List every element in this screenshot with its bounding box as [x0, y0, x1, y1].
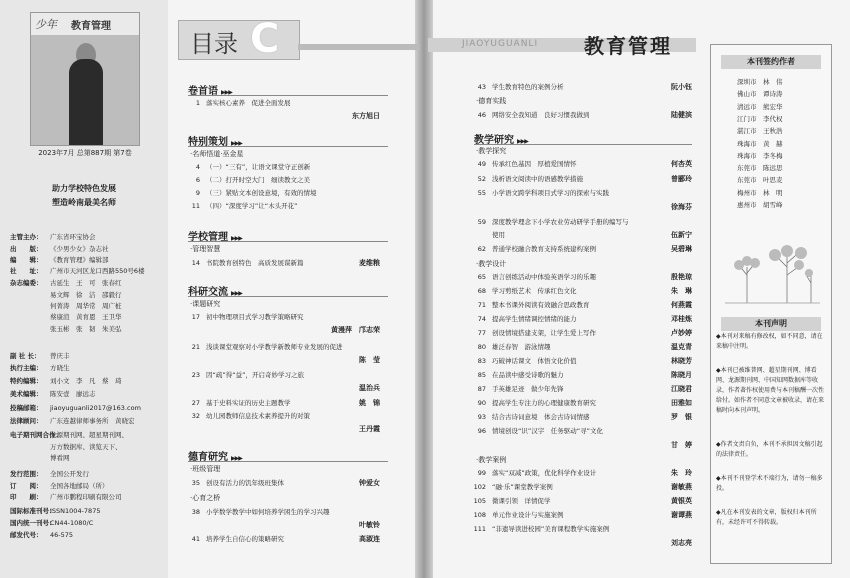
info-value: 龙源期刊网、超星期刊网、: [50, 431, 128, 439]
toc-item: [178, 370, 304, 379]
toc-page-number: 9: [195, 189, 200, 197]
section-label: 学校管理: [188, 232, 228, 243]
toc-author: 伍新宁: [671, 231, 692, 239]
toc-subsection: ·管理智慧: [190, 245, 221, 253]
header-pinyin: JIAOYUGUANLI: [462, 39, 539, 49]
toc-page-number: 108: [473, 511, 486, 519]
toc-item: [178, 342, 343, 351]
toc-item: [464, 188, 609, 197]
toc-item: [464, 110, 590, 119]
toc-item: [464, 426, 603, 435]
info-row: [10, 363, 70, 372]
toc-item-title: 雄泛春智 游泳情趣: [492, 343, 551, 351]
info-label: 法律顾问：: [10, 417, 43, 425]
toc-page-number: 32: [191, 412, 200, 420]
toc-page-number: 43: [477, 83, 486, 91]
toc-item: [464, 244, 596, 253]
toc-item: [464, 217, 629, 226]
toc-subsection: ·德育实践: [476, 97, 507, 105]
toc-title: 目录: [190, 30, 238, 58]
toc-author: 江晓君: [671, 385, 692, 393]
toc-page-number: 52: [477, 175, 486, 183]
toc-item-title: 创设情境搭建支架，让学生爱上写作: [492, 329, 596, 337]
author-row: 东莞市 叶思麦: [737, 176, 783, 185]
toc-item: [178, 175, 310, 184]
info-label: 电子期刊网合作：: [10, 431, 62, 439]
section-rule: [188, 95, 388, 96]
section-label: 教学研究: [474, 135, 514, 146]
info-value: 全国公开发行: [50, 470, 89, 478]
info-value: 易文辉 徐 洁 邵毅行: [50, 291, 122, 299]
tree-illustration: [725, 245, 820, 305]
toc-page-number: 38: [191, 508, 200, 516]
author-row: 佛山市 谭诗涛: [737, 90, 783, 99]
toc-author: 麦维粮: [359, 259, 380, 267]
toc-page-number: 90: [477, 399, 486, 407]
info-value: 《教育管理》编辑部: [50, 256, 109, 264]
info-label: 投稿邮箱：: [10, 404, 43, 412]
toc-item-title: 书院教育创特色 高质发展谋新篇: [206, 259, 304, 267]
toc-item-title: 普通学校融合教育支持系统建构案例: [492, 245, 596, 253]
toc-item: [464, 370, 564, 379]
section-arrow-icon: ▶▶▶: [517, 138, 528, 145]
info-row: [10, 518, 93, 527]
author-row: 珠海市 黄 赫: [737, 139, 783, 148]
info-label: 副 社 长：: [10, 352, 41, 360]
toc-author: 田雅如: [671, 399, 692, 407]
toc-subsection: ·班级管理: [190, 465, 221, 473]
section-rule: [188, 296, 388, 297]
toc-item-title: 落实核心素养 促进全面发展: [206, 99, 291, 107]
info-label: 邮发代号：: [10, 531, 43, 539]
info-value: 博看网: [50, 454, 70, 462]
toc-item-title: （四）“深度学习”让“木头开花”: [206, 202, 298, 210]
info-row: [10, 278, 122, 287]
toc-page-number: 6: [195, 176, 200, 184]
toc-page-number: 87: [477, 385, 486, 393]
toc-item-title: 使用: [492, 231, 505, 239]
toc-page-number: 23: [191, 371, 200, 379]
toc-item-title: 微课引领 详情促学: [492, 497, 551, 505]
info-row: [10, 469, 89, 478]
cover-thumbnail: [30, 12, 140, 146]
toc-author: 叶敏铃: [359, 521, 380, 529]
section-arrow-icon: ▶▶▶: [231, 455, 242, 462]
toc-author: 姚 锦: [359, 399, 380, 407]
toc-item-title: 浅析语文阅读中的语感教学措施: [492, 175, 583, 183]
toc-author: 谢敏燕: [671, 483, 692, 491]
toc-subsection: ·教学案例: [476, 456, 507, 464]
toc-item: [178, 398, 291, 407]
toc-item-title: 单元作业设计与实施案例: [492, 511, 564, 519]
toc-item-title: 传承红色基因 厚植爱国情怀: [492, 160, 577, 168]
toc-letter: C: [250, 16, 280, 62]
toc-page-number: 77: [477, 329, 486, 337]
toc-item-title: 情境创设“识”汉字 任务驱动“寻”文化: [492, 427, 603, 435]
info-value: 万方数据库、读览天下、: [50, 443, 122, 451]
slogan-line-2: 塑造岭南最美名师: [52, 198, 116, 207]
info-row: [10, 453, 70, 462]
toc-item-title: （三）紧贴文本创设意境，有效的情境: [206, 189, 317, 197]
toc-item-title: 创设有活力的饥年级班集体: [206, 479, 284, 487]
info-row: [10, 481, 109, 490]
toc-author: 高淑连: [359, 535, 380, 543]
toc-item-title: 落实“双减”政策，优化科学作业设计: [492, 469, 597, 477]
toc-page-number: 68: [477, 287, 486, 295]
info-row: [10, 266, 145, 275]
info-value: 《少男少女》杂志社: [50, 245, 109, 253]
toc-item: [464, 328, 596, 337]
toc-page-number: 41: [191, 535, 200, 543]
toc-item: [178, 312, 304, 321]
toc-subsection: ·名师悟道·巫金星: [190, 150, 244, 158]
info-row: [10, 376, 122, 385]
toc-item-title: 培养学生自信心的策略研究: [206, 535, 284, 543]
info-label: 执行主编：: [10, 364, 43, 372]
info-row: [10, 290, 122, 299]
info-value: jiaoyuguanli2017@163.com: [50, 404, 141, 412]
info-row: [10, 506, 100, 515]
info-row: [10, 389, 96, 398]
section-arrow-icon: ▶▶▶: [231, 290, 242, 297]
toc-page-number: 17: [191, 313, 200, 321]
author-row: 江门市 李代权: [737, 114, 783, 123]
section-arrow-icon: ▶▶▶: [221, 89, 232, 96]
toc-item: [178, 201, 297, 210]
info-label: 特约编辑：: [10, 377, 43, 385]
toc-author: 何燕霞: [671, 301, 692, 309]
notice-paragraph: ◆作者文责自负，本刊不承担因文稿引起的法律责任。: [716, 441, 823, 458]
info-row: [10, 442, 122, 451]
toc-item: [178, 258, 304, 267]
toc-author: 刘志亮: [671, 539, 692, 547]
toc-item: [464, 272, 596, 281]
toc-author: 温克青: [671, 343, 692, 351]
info-label: 发行范围：: [10, 470, 43, 478]
info-label: 主管主办：: [10, 233, 43, 241]
toc-item: [464, 300, 590, 309]
toc-item-title: （一）“三有”，让语文课堂守正创新: [206, 163, 311, 171]
info-label: 编 辑：: [10, 256, 43, 264]
header-journal-name: 教育管理: [584, 34, 672, 58]
info-row: [10, 232, 96, 241]
toc-page-number: 71: [477, 301, 486, 309]
toc-item: [464, 482, 553, 491]
toc-item: [464, 286, 577, 295]
toc-subsection: ·教学设计: [476, 260, 507, 268]
toc-item-title: 学生教育特色的案例分析: [492, 83, 564, 91]
author-row: 湛江市 王秋浩: [737, 127, 783, 136]
info-value: 方晓生: [50, 364, 70, 372]
info-row: [10, 492, 122, 501]
toc-page-number: 74: [477, 315, 486, 323]
info-row: [10, 430, 128, 439]
cover-portrait: [69, 59, 103, 145]
toc-author: 黄漫萍 邝志荣: [331, 326, 380, 334]
section-rule: [474, 144, 692, 145]
toc-item-title: 整本书课外阅读有效融合思政教育: [492, 301, 590, 309]
info-value: 广州市天河区龙口西路550号6楼: [50, 267, 145, 275]
toc-page-number: 55: [477, 189, 486, 197]
info-value: CN44-1080/C: [50, 519, 94, 527]
toc-page-number: 4: [195, 163, 200, 171]
author-row: 珠海市 李冬梅: [737, 151, 783, 160]
info-label: 杂志编委：: [10, 279, 43, 287]
toc-item-title: 结合古诗词意境 体会古诗词情感: [492, 413, 590, 421]
info-value: 全国各地邮局（所）: [50, 482, 109, 490]
toc-page-number: 21: [191, 343, 200, 351]
toc-item: [464, 82, 564, 91]
toc-author: 王丹霞: [359, 425, 380, 433]
info-label: 社 址：: [10, 267, 43, 275]
info-label: 国内统一刊号：: [10, 519, 56, 527]
toc-page-number: 59: [477, 218, 486, 226]
toc-author: 黄银英: [671, 497, 692, 505]
info-row: [10, 312, 122, 321]
info-label: 订 阅：: [10, 482, 43, 490]
section-label: 特别策划: [188, 137, 228, 148]
info-label: 国际标准刊号：: [10, 507, 56, 515]
info-value: 何菁涛 周华常 周广桩: [50, 302, 122, 310]
toc-item: [464, 468, 596, 477]
toc-item: [464, 356, 577, 365]
toc-item-title: 在品读中感受诗歌的魅力: [492, 371, 564, 379]
toc-item-title: 深度教学理念下小学农业劳动研学手册的编写与: [492, 218, 629, 226]
toc-page-number: 27: [191, 399, 200, 407]
toc-author: 何杏英: [671, 160, 692, 168]
toc-subsection: ·课题研究: [190, 300, 221, 308]
author-row: 深圳市 林 伟: [737, 78, 783, 86]
info-row: [10, 351, 70, 360]
toc-item-title: 幼儿园教师信息技术素养提升的对策: [206, 412, 310, 420]
info-label: 出 版：: [10, 245, 43, 253]
toc-item: [464, 412, 590, 421]
toc-item: [464, 230, 505, 239]
author-row: 清远市 熊宏华: [737, 102, 783, 111]
toc-page-number: 96: [477, 427, 486, 435]
section-rule: [188, 461, 388, 462]
toc-author: 徐海芬: [671, 203, 692, 211]
info-label: 美术编辑：: [10, 390, 43, 398]
toc-author: 钟爱女: [359, 479, 380, 487]
toc-item-title: 基于史料实证的历史主题教学: [206, 399, 291, 407]
toc-page-number: 80: [477, 343, 486, 351]
cover-masthead: 教育管理: [71, 21, 111, 32]
toc-item: [178, 162, 310, 171]
section-label: 科研交流: [188, 287, 228, 298]
slogan-line-1: 助力学校特色发展: [52, 184, 116, 193]
sidebar-title: 本刊签约作者: [721, 55, 821, 69]
toc-item: [464, 159, 577, 168]
toc-item-title: “融·乐”课堂教学案例: [492, 483, 553, 491]
toc-item-title: 学习剪纸艺术 传承红色文化: [492, 287, 577, 295]
toc-author: 殷艳琼: [671, 273, 692, 281]
toc-author: 朱 琳: [671, 287, 692, 295]
info-value: 曾庆丰: [50, 352, 70, 360]
toc-page-number: 11: [191, 202, 200, 210]
toc-page-number: 99: [477, 469, 486, 477]
toc-item-title: （二）打开时空大门 细读教文之美: [206, 176, 310, 184]
toc-author: 邓桂炼: [671, 315, 692, 323]
toc-item: [178, 98, 291, 107]
toc-page-number: 46: [477, 111, 486, 119]
author-row: 梅州市 林 明: [737, 188, 783, 197]
info-row: [10, 403, 141, 412]
toc-subsection: ·心育之桥: [190, 494, 221, 502]
notice-paragraph: ◆本刊对来稿有修改权，如不同意，请在来稿中注明。: [716, 333, 823, 350]
toc-page-number: 102: [473, 483, 486, 491]
toc-item-title: 巧破神话课文 体悟文化价值: [492, 357, 577, 365]
info-label: 印 刷：: [10, 493, 43, 501]
toc-item-title: 小学数学教学中如何培养学困生的学习兴趣: [206, 508, 330, 516]
notice-paragraph: ◆凡在本刊发表的文章，版权归本刊所有，未经许可不得转载。: [716, 509, 817, 526]
toc-page-number: 49: [477, 160, 486, 168]
info-row: [10, 530, 73, 539]
info-value: 46-575: [50, 531, 74, 539]
section-arrow-icon: ▶▶▶: [231, 235, 242, 242]
page-gutter: [415, 0, 433, 578]
info-value: 古延生 王 可 张春红: [50, 279, 122, 287]
toc-subsection: ·教学探究: [476, 147, 507, 155]
info-value: 广东省环宝协会: [50, 233, 96, 241]
toc-page-number: 62: [477, 245, 486, 253]
masthead-column: [0, 0, 168, 578]
toc-item: [178, 507, 330, 516]
toc-author: 温治兵: [359, 384, 380, 392]
toc-page-number: 83: [477, 357, 486, 365]
toc-item-title: 手英雄足迹 做少年先锋: [492, 385, 564, 393]
toc-item: [464, 342, 551, 351]
toc-item-title: 网络安全我知道 良好习惯我做到: [492, 111, 590, 119]
toc-item: [464, 314, 577, 323]
toc-item: [464, 524, 609, 533]
section-label: 卷首语: [188, 86, 218, 97]
info-value: ISSN1004-7875: [50, 507, 101, 515]
toc-item-title: 语言创练活动中体验英语学习的乐趣: [492, 273, 596, 281]
toc-item: [464, 384, 564, 393]
section-label: 德育研究: [188, 452, 228, 463]
toc-page-number: 85: [477, 371, 486, 379]
toc-page-number: 111: [473, 525, 486, 533]
toc-item: [464, 174, 583, 183]
toc-page-number: 35: [191, 479, 200, 487]
toc-author: 罗 银: [671, 413, 692, 421]
info-value: 刘小文 李 凡 蔡 琦: [50, 377, 122, 385]
issue-date: 2023年7月 总第887期 第7卷: [38, 149, 132, 157]
toc-author: 林晓芳: [671, 357, 692, 365]
info-value: 广州市鹏程印刷有限公司: [50, 493, 122, 501]
toc-page-number: 1: [195, 99, 200, 107]
toc-item-title: 提高学生专注力的心理健康教育研究: [492, 399, 596, 407]
notice-paragraph: ◆本刊已被维普网、超星期刊网、博看网、龙源期刊网、中国知网数据库等收录，作者著作权使用费与本刊稿酬一次性给付。如作者不同意文章被收录，请在来稿时向本刊声明。: [716, 367, 825, 414]
toc-item-title: 小学语文跨学科项目式学习的探索与实践: [492, 189, 609, 197]
toc-item: [178, 188, 317, 197]
toc-item: [464, 510, 564, 519]
info-row: [10, 301, 122, 310]
info-value: 广东连越律师事务所 黄晓宏: [50, 417, 135, 425]
toc-item-title: 提高学生情绪调控情绪的能力: [492, 315, 577, 323]
section-rule: [188, 241, 388, 242]
toc-item: [178, 411, 310, 420]
toc-item: [464, 398, 596, 407]
toc-author: 朱 玲: [671, 469, 692, 477]
notice-title: 本刊声明: [721, 317, 821, 331]
section-rule: [188, 146, 388, 147]
info-value: 陈安壹 廖远志: [50, 390, 96, 398]
info-row: [10, 324, 122, 333]
header-rule: [298, 44, 420, 50]
toc-item: [178, 478, 284, 487]
author-row: 东莞市 陈远思: [737, 164, 783, 173]
toc-author: 曾郦玲: [671, 175, 692, 183]
toc-page-number: 14: [191, 259, 200, 267]
toc-author: 阮小钰: [671, 83, 692, 91]
author-row: 惠州市 胡雪峰: [737, 201, 783, 209]
info-value: 张玉彬 张 韧 朱美弘: [50, 325, 122, 333]
toc-author: 甘 婷: [671, 441, 692, 449]
toc-author: 陈晓月: [671, 371, 692, 379]
toc-page-number: 93: [477, 413, 486, 421]
toc-author: 陆健滨: [671, 111, 692, 119]
toc-page-number: 65: [477, 273, 486, 281]
toc-item-title: 初中物理项目式学习教学策略研究: [206, 313, 304, 321]
toc-item: [178, 534, 284, 543]
toc-item-title: 因“疏”得“益”，开启奇妙学习之旅: [206, 371, 304, 379]
info-value: 蔡康渲 黄育恩 王卫华: [50, 313, 122, 321]
toc-author: 卢妙婷: [671, 329, 692, 337]
notice-paragraph: ◆本刊不刊登学术不端行为，请勿一稿多投。: [716, 475, 823, 492]
toc-author: 陈 莹: [359, 356, 380, 364]
info-row: [10, 416, 135, 425]
toc-author: 谢谭燕: [671, 511, 692, 519]
section-arrow-icon: ▶▶▶: [231, 140, 242, 147]
toc-page-number: 105: [473, 497, 486, 505]
info-row: [10, 244, 109, 253]
toc-author: 东方旭日: [352, 112, 380, 120]
toc-item-title: 浅谈课堂观察对小学教学新教师专业发展的促进: [206, 343, 343, 351]
toc-author: 吴碧琳: [671, 245, 692, 253]
toc-item: [464, 496, 551, 505]
cover-logo: 少年: [35, 18, 57, 31]
info-row: [10, 255, 109, 264]
toc-item-title: “非遗导读进校园”美育课程教学实施案例: [492, 525, 610, 533]
